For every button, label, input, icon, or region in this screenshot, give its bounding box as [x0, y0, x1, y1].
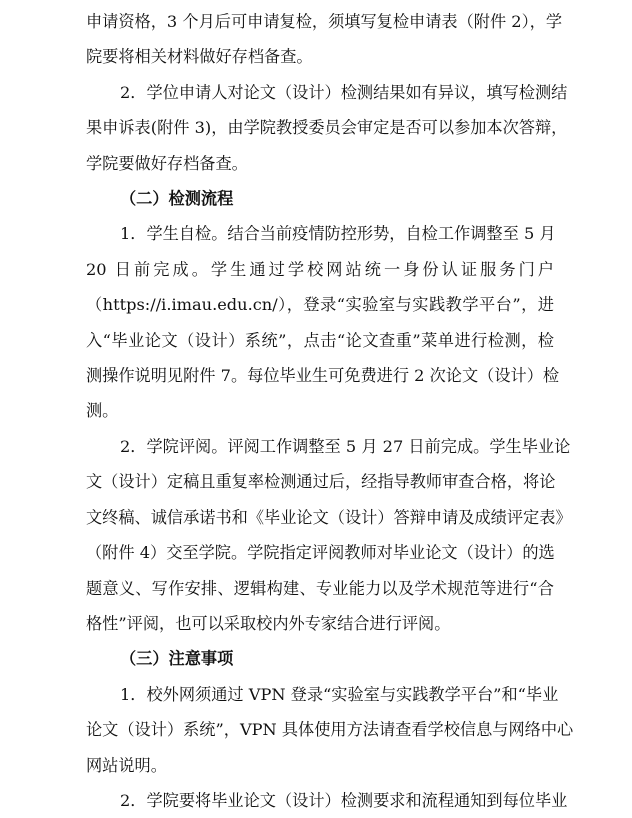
text-line: 院要将相关材料做好存档备查。 [86, 47, 313, 67]
text-line: 论文（设计）系统”，VPN 具体使用方法请查看学校信息与网络中心 [86, 720, 574, 740]
text-line: 题意义、写作安排、逻辑构建、专业能力以及学术规范等进行“合 [86, 578, 554, 598]
text-line: 测操作说明见附件 7。每位毕业生可免费进行 2 次论文（设计）检 [86, 366, 560, 386]
text-line: 1．校外网须通过 VPN 登录“实验室与实践教学平台”和“毕业 [120, 684, 559, 704]
paragraph-vpn [86, 677, 574, 783]
paragraph-notify [86, 783, 568, 818]
text-line: 测。 [86, 401, 119, 421]
text-line: 2．学位申请人对论文（设计）检测结果如有异议，填写检测结 [120, 82, 568, 102]
text-line: 格性”评阅，也可以采取校内外专家结合进行评阅。 [86, 613, 451, 633]
text-line: 文终稿、诚信承诺书和《毕业论文（设计）答辩申请及成绩评定表》 [86, 507, 572, 527]
text-line: 学院要做好存档备查。 [86, 153, 248, 173]
paragraph-college-review [86, 429, 572, 641]
text-line: （附件 4）交至学院。学院指定评阅教师对毕业论文（设计）的选 [86, 543, 555, 563]
paragraph-appeal [86, 75, 568, 181]
text-line: 果申诉表(附件 3)，由学院教授委员会审定是否可以参加本次答辩， [86, 118, 568, 138]
paragraph-self-check [86, 216, 560, 428]
paragraph-qualification-continuation [86, 4, 563, 75]
text-line: 文（设计）定稿且重复率检测通过后，经指导教师审查合格，将论 [86, 472, 556, 492]
text-line: （https://i.imau.edu.cn/），登录“实验室与实践教学平台”，进 [86, 295, 554, 315]
text-line: 2．学院要将毕业论文（设计）检测要求和流程通知到每位毕业 [120, 790, 568, 810]
text-line: 20 日前完成。学生通过学校网站统一身份认证服务门户 [86, 259, 554, 279]
text-line: 网站说明。 [86, 755, 167, 775]
text-line: 申请资格，3 个月后可申请复检，须填写复检申请表（附件 2），学 [86, 12, 563, 31]
section-heading-detection-process: （二）检测流程 [120, 189, 234, 209]
text-line: 1．学生自检。结合当前疫情防控形势，自检工作调整至 5 月 [120, 224, 556, 244]
text-line: 入“毕业论文（设计）系统”，点击“论文查重”菜单进行检测，检 [86, 330, 554, 350]
text-line: 2．学院评阅。评阅工作调整至 5 月 27 日前完成。学生毕业论 [120, 436, 571, 456]
section-heading-notes: （三）注意事项 [120, 649, 234, 669]
